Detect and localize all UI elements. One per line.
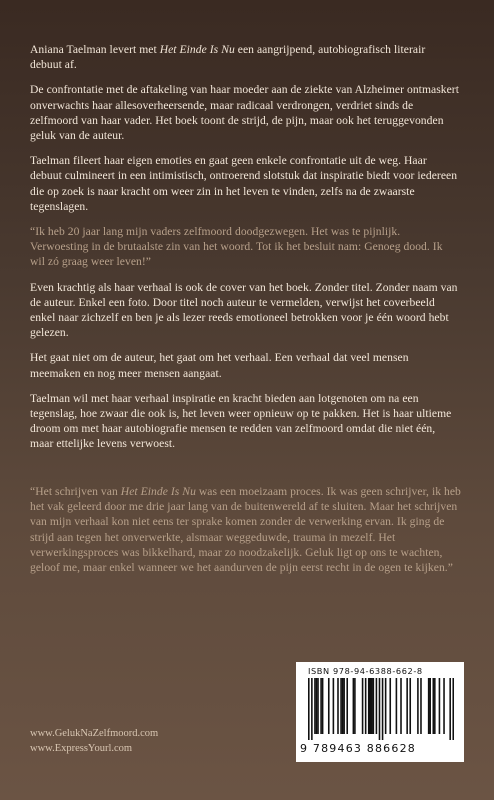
barcode-digits: 9 789463 886628 [300,742,416,755]
author-quote-2: “Het schrijven van Het Einde Is Nu was een moeizaam proces. Ik was geen schrijver, ik heb het vak geleerd door me drie jaar lang van de buitenwereld af te sluiten. Maar het schrijven van mijn verhaal kon niet eens ter sprake komen zonder de verwerking ervan. Ik ging de strijd aan tegen het onverwerkte, alsmaar weggeduwde, trauma in mezelf. Het verwerkingsproces was bikkelhard, maar zo noodzakelijk. Geluk ligt op ons te wachten, geloof me, maar enkel wanneer we het aandurven de pijn eerst recht in de ogen te kijken.” [30,485,461,575]
barcode-bar [311,678,313,740]
barcode-bars [308,678,454,740]
barcode-bar [452,678,454,740]
barcode-bar [342,678,344,734]
website-url-1[interactable]: www.GelukNaZelfmoord.com [30,728,159,739]
blurb-paragraph-5: Het gaat niet om de auteur, het gaat om het verhaal. Een verhaal dat veel mensen meemaken en nog meer mensen aangaat. [30,351,409,380]
barcode-bar [337,678,339,734]
blurb-paragraph-6: Taelman wil met haar verhaal inspiratie en kracht bieden aan lotgenoten om na een tegenslag, hoe zwaar die ook is, het leven weer opnieuw op te pakken. Het is haar ultieme droom om met haar autobiografie mensen te redden van zelfmoord omdat die niet één, maar ettelijke levens verwoest. [30,391,452,451]
barcode-bar [429,678,431,734]
isbn-label: ISBN 978-94-6388-662-8 [308,666,423,676]
barcode-bar [354,678,356,734]
barcode-bar [369,678,371,734]
barcode-bar [420,678,422,734]
barcode-bar [400,678,402,734]
website-url-2[interactable]: www.ExpressYourl.com [30,743,133,754]
barcode-bar [320,678,322,734]
barcode-bar [409,678,411,734]
barcode-bar [373,678,375,734]
barcode-bar [406,678,408,734]
barcode-bar [343,678,345,734]
barcode-bar [346,678,348,734]
website-links [30,726,158,756]
barcode-bar [439,678,441,734]
barcode-bar [385,678,387,734]
barcode-bar [308,678,310,740]
barcode-bar [317,678,319,734]
barcode-bar [322,678,324,734]
barcode-bar [389,678,391,734]
barcode-bar [328,678,330,734]
author-quote-1: “Ik heb 20 jaar lang mijn vaders zelfmoord doodgezwegen. Het was te pijnlijk. Verwoesting in de brutaalste zin van het woord. Tot ik het besluit nam: Genoeg dood. Ik wil zó graag weer leven!” [30,225,443,269]
barcode-bar [432,678,434,734]
blurb-paragraph-3: Taelman fileert haar eigen emoties en gaat geen enkele confrontatie uit de weg. Haar debuut culmineert in een intimistisch, ontroerend slotstuk dat inspiratie biedt voor iedereen die op zoek is naar kracht om weer zin in het leven te vinden, zelfs na de zwaarste tegenslagen. [30,154,458,213]
barcode-bar [449,678,451,740]
barcode-bar [316,678,318,734]
barcode-bar [353,678,355,734]
barcode-bar [417,678,419,734]
barcode-bar [362,678,364,734]
barcode-bar [376,678,378,734]
blurb-text [30,42,460,462]
barcode-bar [371,678,373,734]
isbn-barcode [296,662,464,762]
blurb-paragraph-1: Aniana Taelman levert met Het Einde Is Nu een aangrijpend, autobiografisch literair debuut af. [30,43,426,72]
book-title-italic: Het Einde Is Nu [159,43,235,56]
barcode-bar [443,678,445,734]
blurb-paragraph-4: Even krachtig als haar verhaal is ook de cover van het boek. Zonder titel. Zonder naam van de auteur. Enkel een foto. Door titel noch auteur te vermelden, verwijst het coverbeeld enkel naar zichzelf en ben je als lezer reeds emotioneel betrokken voor je één woord hebt gelezen. [30,280,458,340]
barcode-bar [396,678,398,734]
barcode-bar [314,678,316,734]
book-title-italic: Het Einde Is Nu [120,485,196,498]
barcode-bar [382,678,384,740]
barcode-bar [365,678,367,734]
barcode-bar [368,678,370,734]
barcode-bar [333,678,335,734]
barcode-bar [428,678,430,734]
barcode-bar [434,678,436,734]
blurb-paragraph-2: De confrontatie met de aftakeling van haar moeder aan de ziekte van Alzheimer ontmaskert onverwachts haar allesoverheersende, maar radicaal verdrongen, verdriet sinds de zelfmoord van haar vader. Het boek toont de strijd, de pijn, maar ook het teruggevonden geluk van de auteur. [30,83,459,143]
barcode-bar [379,678,381,740]
barcode-bar [340,678,342,734]
